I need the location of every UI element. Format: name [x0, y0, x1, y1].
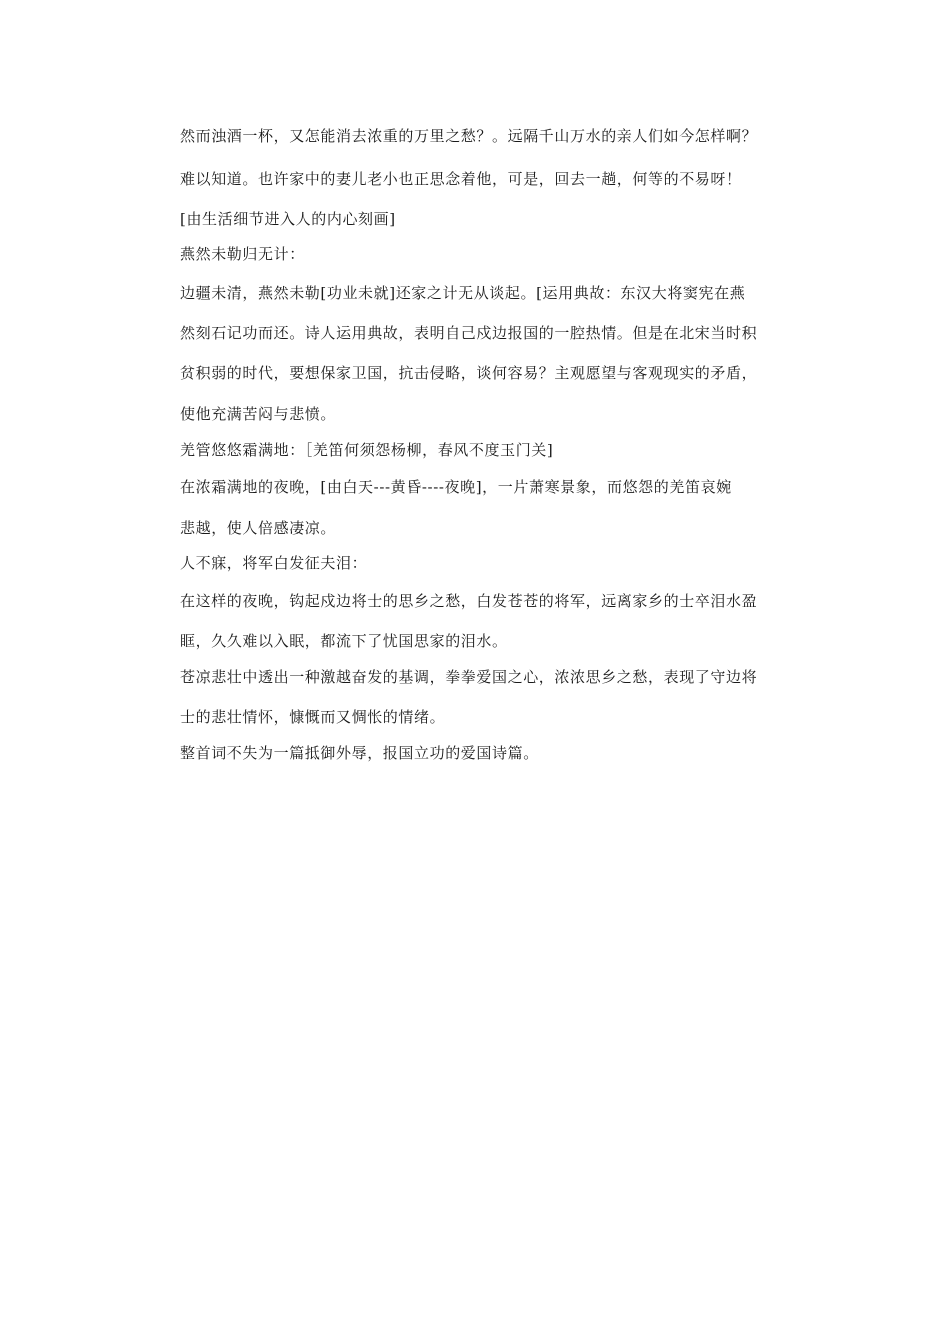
text-line: 士的悲壮情怀，慷慨而又惆怅的情绪。 — [180, 708, 446, 726]
text-line: 然而浊酒一杯，又怎能消去浓重的万里之愁？。远隔千山万水的亲人们如今怎样啊？ — [180, 127, 758, 145]
annotation-line: [由生活细节进入人的内心刻画] — [180, 210, 396, 228]
text-line: 眶，久久难以入眠，都流下了忧国思家的泪水。 — [180, 632, 508, 650]
verse-heading: 人不寐，将军白发征夫泪： — [180, 554, 368, 572]
text-line: 悲越，使人倍感凄凉。 — [180, 519, 337, 537]
conclusion-line: 整首词不失为一篇抵御外辱，报国立功的爱国诗篇。 — [180, 744, 539, 762]
verse-heading: 羌管悠悠霜满地：［羌笛何须怨杨柳，春风不度玉门关] — [180, 441, 554, 459]
text-line: 边疆未清，燕然未勒[功业未就]还家之计无从谈起。[运用典故：东汉大将窦宪在燕 — [180, 284, 746, 302]
text-line: 苍凉悲壮中透出一种激越奋发的基调，拳拳爱国之心，浓浓思乡之愁，表现了守边将 — [180, 668, 758, 686]
text-line: 在浓霜满地的夜晚，[由白天---黄昏----夜晚]，一片萧寒景象，而悠怨的羌笛哀婉 — [180, 478, 732, 496]
text-line: 贫积弱的时代，要想保家卫国，抗击侵略，谈何容易？主观愿望与客观现实的矛盾， — [180, 364, 758, 382]
text-line: 然刻石记功而还。诗人运用典故，表明自己戍边报国的一腔热情。但是在北宋当时积 — [180, 324, 758, 342]
verse-heading: 燕然未勒归无计： — [180, 245, 305, 263]
text-line: 在这样的夜晚，钩起戍边将士的思乡之愁，白发苍苍的将军，远离家乡的士卒泪水盈 — [180, 592, 758, 610]
text-line: 使他充满苦闷与悲愤。 — [180, 405, 337, 423]
text-line: 难以知道。也许家中的妻儿老小也正思念着他，可是，回去一趟，何等的不易呀！ — [180, 170, 742, 188]
